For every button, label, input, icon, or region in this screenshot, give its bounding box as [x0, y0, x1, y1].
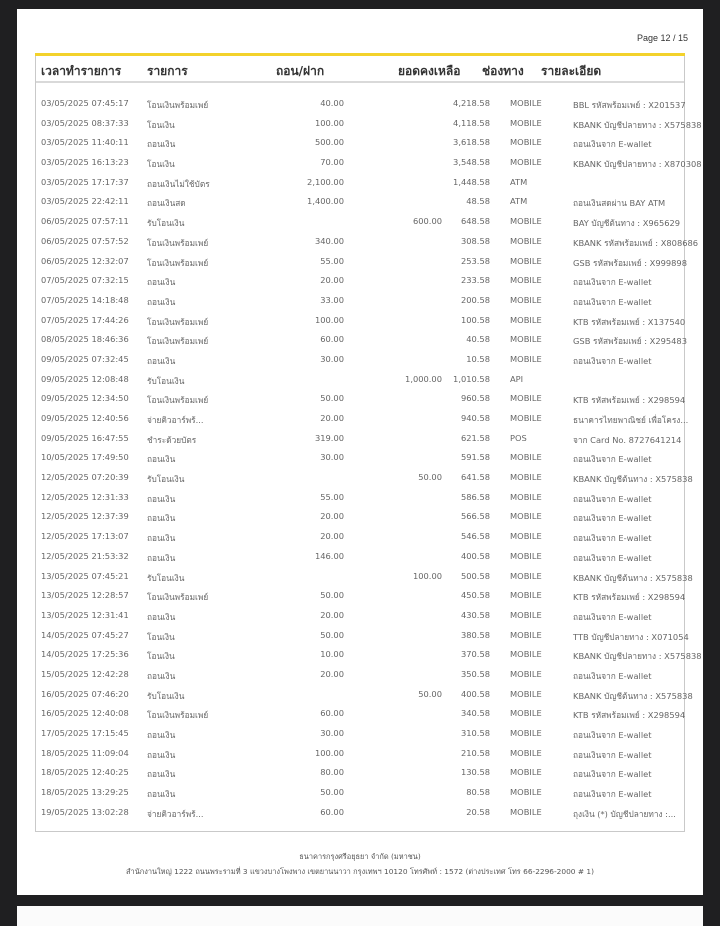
- cell-detail: ถอนเงินจาก E-wallet: [573, 493, 652, 504]
- table-row: [36, 349, 684, 369]
- cell-item: รับโอนเงิน: [147, 474, 185, 485]
- cell-time: 13/05/2025 07:45:21: [41, 570, 129, 581]
- table-row: [36, 605, 684, 625]
- cell-balance: 80.58: [466, 787, 490, 798]
- cell-time: 10/05/2025 17:49:50: [41, 452, 129, 463]
- cell-withdraw: 30.00: [320, 452, 344, 463]
- cell-item: ชำระด้วยบัตร: [147, 434, 197, 445]
- cell-item: ถอนเงินสด: [147, 198, 186, 209]
- cell-item: ถอนเงิน: [147, 670, 176, 681]
- cell-channel: ATM: [510, 176, 528, 187]
- cell-detail: TTB บัญชีปลายทาง : X071054: [573, 631, 689, 642]
- cell-balance: 641.58: [460, 472, 490, 483]
- cell-withdraw: 1,400.00: [307, 196, 344, 207]
- table-row: [36, 290, 684, 310]
- table-row: [36, 428, 684, 448]
- cell-channel: MOBILE: [510, 413, 542, 423]
- cell-withdraw: 50.00: [320, 590, 344, 601]
- cell-time: 06/05/2025 07:57:11: [41, 216, 129, 227]
- header-withdraw-deposit: ถอน/ฝาก: [276, 64, 325, 78]
- cell-balance: 400.58: [460, 550, 490, 561]
- table-row: [36, 743, 684, 763]
- cell-channel: MOBILE: [510, 472, 542, 483]
- cell-balance: 566.58: [460, 511, 490, 522]
- cell-time: 15/05/2025 12:42:28: [41, 668, 129, 679]
- cell-withdraw: 319.00: [314, 432, 344, 443]
- table-row: [36, 723, 684, 743]
- cell-time: 18/05/2025 13:29:25: [41, 787, 129, 798]
- cell-detail: KBANK บัญชีปลายทาง : X870308: [573, 159, 702, 170]
- table-row: [36, 467, 693, 487]
- header-time: เวลาทำรายการ: [41, 64, 122, 78]
- table-row: [36, 762, 684, 782]
- cell-withdraw: 60.00: [320, 334, 344, 345]
- cell-detail: ถอนเงินสดผ่าน BAY ATM: [573, 198, 666, 209]
- cell-balance: 960.58: [460, 393, 490, 404]
- cell-time: 09/05/2025 12:40:56: [41, 413, 129, 423]
- cell-time: 16/05/2025 07:46:20: [41, 688, 129, 699]
- cell-balance: 3,548.58: [453, 157, 490, 168]
- table-body: [36, 93, 702, 821]
- cell-channel: MOBILE: [510, 806, 542, 817]
- cell-withdraw: 500.00: [314, 137, 344, 148]
- cell-withdraw: 20.00: [320, 413, 344, 423]
- table-row: [36, 526, 684, 546]
- cell-item: ถอนเงิน: [147, 493, 176, 504]
- cell-item: ถอนเงิน: [147, 355, 176, 366]
- cell-balance: 648.58: [460, 216, 490, 227]
- cell-channel: MOBILE: [510, 117, 542, 128]
- cell-withdraw: 2,100.00: [307, 176, 344, 187]
- cell-balance: 400.58: [460, 688, 490, 699]
- cell-detail: KTB รหัสพร้อมเพย์ : X137540: [573, 316, 686, 327]
- header-balance: ยอดคงเหลือ: [398, 64, 461, 78]
- cell-item: โอนเงินพร้อมเพย์: [147, 710, 209, 721]
- cell-item: ถอนเงิน: [147, 277, 176, 288]
- table-row: [36, 506, 684, 526]
- cell-time: 06/05/2025 07:57:52: [41, 235, 129, 246]
- table-row: [36, 310, 684, 330]
- cell-time: 03/05/2025 16:13:23: [41, 157, 129, 168]
- cell-deposit: 50.00: [418, 472, 442, 483]
- table-row: [36, 644, 702, 664]
- cell-withdraw: 70.00: [320, 157, 344, 168]
- cell-item: ถอนเงิน: [147, 139, 176, 150]
- footer: [17, 849, 703, 879]
- cell-channel: MOBILE: [510, 452, 542, 463]
- cell-channel: MOBILE: [510, 728, 542, 738]
- table-row: [36, 251, 687, 271]
- cell-channel: MOBILE: [510, 98, 542, 108]
- table-row: [36, 132, 684, 152]
- cell-item: รับโอนเงิน: [147, 572, 185, 583]
- bank-address: สำนักงานใหญ่ 1222 ถนนพระรามที่ 3 แขวงบางโพงพาง เขตยานนาวา กรุงเทพฯ 10120 โทรศัพท์ : 1572 (ต่างประเทศ โทร 66-2296-2000 # 1): [126, 867, 594, 876]
- cell-balance: 940.58: [460, 413, 490, 423]
- cell-time: 08/05/2025 18:46:36: [41, 334, 129, 345]
- cell-detail: KBANK บัญชีต้นทาง : X575838: [573, 690, 693, 701]
- cell-withdraw: 20.00: [320, 531, 344, 542]
- cell-item: โอนเงินพร้อมเพย์: [147, 237, 209, 248]
- cell-balance: 1,448.58: [453, 176, 490, 187]
- cell-channel: MOBILE: [510, 550, 542, 561]
- cell-time: 03/05/2025 11:40:11: [41, 137, 129, 148]
- bank-name: ธนาคารกรุงศรีอยุธยา จำกัด (มหาชน): [299, 852, 421, 861]
- cell-withdraw: 55.00: [320, 491, 344, 502]
- cell-withdraw: 30.00: [320, 353, 344, 364]
- cell-channel: MOBILE: [510, 570, 542, 581]
- cell-detail: KBANK รหัสพร้อมเพย์ : X808686: [573, 237, 699, 248]
- cell-time: 07/05/2025 07:32:15: [41, 275, 129, 286]
- cell-item: รับโอนเงิน: [147, 690, 185, 701]
- header-channel: ช่องทาง: [482, 64, 524, 78]
- cell-balance: 380.58: [460, 629, 490, 640]
- cell-time: 09/05/2025 07:32:45: [41, 353, 129, 364]
- table-row: [36, 369, 684, 389]
- cell-withdraw: 20.00: [320, 609, 344, 620]
- cell-time: 07/05/2025 14:18:48: [41, 294, 129, 305]
- cell-time: 13/05/2025 12:31:41: [41, 609, 129, 620]
- table-row: [36, 447, 684, 467]
- cell-balance: 48.58: [466, 196, 490, 207]
- cell-channel: MOBILE: [510, 747, 542, 758]
- cell-withdraw: 50.00: [320, 787, 344, 798]
- cell-detail: BBL รหัสพร้อมเพย์ : X201537: [573, 100, 686, 110]
- cell-balance: 500.58: [460, 570, 490, 581]
- cell-time: 09/05/2025 12:08:48: [41, 373, 129, 384]
- cell-time: 14/05/2025 17:25:36: [41, 649, 129, 660]
- cell-channel: MOBILE: [510, 255, 542, 266]
- cell-balance: 310.58: [460, 728, 490, 738]
- table-row: [36, 231, 699, 251]
- cell-channel: MOBILE: [510, 157, 542, 168]
- cell-time: 09/05/2025 12:34:50: [41, 393, 129, 404]
- table-row: [36, 487, 684, 507]
- cell-deposit: 1,000.00: [405, 373, 442, 384]
- cell-detail: ถอนเงินจาก E-wallet: [573, 769, 652, 780]
- cell-item: รับโอนเงิน: [147, 218, 185, 229]
- cell-detail: KTB รหัสพร้อมเพย์ : X298594: [573, 395, 686, 406]
- cell-balance: 430.58: [460, 609, 490, 620]
- cell-item: โอนเงินพร้อมเพย์: [147, 395, 209, 406]
- cell-channel: ATM: [510, 196, 528, 207]
- cell-balance: 350.58: [460, 668, 490, 679]
- cell-item: ถอนเงิน: [147, 454, 176, 465]
- cell-balance: 4,218.58: [453, 98, 490, 108]
- cell-channel: MOBILE: [510, 767, 542, 778]
- cell-detail: ถอนเงินจาก E-wallet: [573, 789, 652, 800]
- cell-item: โอนเงินพร้อมเพย์: [147, 592, 209, 603]
- table-row: [36, 408, 689, 428]
- cell-balance: 210.58: [460, 747, 490, 758]
- cell-time: 06/05/2025 12:32:07: [41, 255, 129, 266]
- cell-item: จ่ายคิวอาร์พร้...: [147, 415, 204, 425]
- cell-detail: BAY บัญชีต้นทาง : X965629: [573, 218, 681, 229]
- cell-item: ถอนเงิน: [147, 533, 176, 544]
- cell-withdraw: 10.00: [320, 649, 344, 660]
- cell-item: ถอนเงิน: [147, 749, 176, 760]
- cell-channel: MOBILE: [510, 629, 542, 640]
- cell-channel: MOBILE: [510, 314, 542, 325]
- cell-item: โอนเงินพร้อมเพย์: [147, 100, 209, 110]
- cell-deposit: 600.00: [412, 216, 442, 227]
- cell-balance: 546.58: [460, 531, 490, 542]
- cell-detail: ถุงเงิน (*) บัญชีปลายทาง :...: [573, 808, 676, 819]
- cell-detail: GSB รหัสพร้อมเพย์ : X295483: [573, 336, 687, 347]
- cell-detail: ถอนเงินจาก E-wallet: [573, 611, 652, 622]
- cell-item: โอนเงิน: [147, 119, 175, 130]
- cell-item: ถอนเงิน: [147, 296, 176, 307]
- cell-withdraw: 100.00: [314, 747, 344, 758]
- cell-withdraw: 55.00: [320, 255, 344, 266]
- table-header: [36, 56, 684, 83]
- cell-detail: จาก Card No. 8727641214: [573, 434, 682, 445]
- cell-item: โอนเงิน: [147, 631, 175, 642]
- cell-channel: MOBILE: [510, 688, 542, 699]
- cell-time: 18/05/2025 12:40:25: [41, 767, 129, 778]
- table-row: [36, 684, 693, 704]
- table-row: [36, 388, 684, 408]
- cell-item: โอนเงินพร้อมเพย์: [147, 336, 209, 347]
- cell-item: โอนเงินพร้อมเพย์: [147, 316, 209, 327]
- cell-withdraw: 50.00: [320, 629, 344, 640]
- cell-withdraw: 60.00: [320, 806, 344, 817]
- cell-channel: MOBILE: [510, 649, 542, 660]
- cell-withdraw: 20.00: [320, 275, 344, 286]
- cell-item: จ่ายคิวอาร์พร้...: [147, 808, 204, 819]
- cell-channel: MOBILE: [510, 531, 542, 542]
- cell-detail: ถอนเงินจาก E-wallet: [573, 749, 652, 760]
- cell-channel: MOBILE: [510, 491, 542, 502]
- cell-withdraw: 146.00: [314, 550, 344, 561]
- table-row: [36, 172, 684, 192]
- table-row: [36, 93, 684, 113]
- cell-balance: 450.58: [460, 590, 490, 601]
- table-row: [36, 585, 684, 605]
- cell-time: 12/05/2025 12:31:33: [41, 491, 129, 502]
- table-row: [36, 664, 684, 684]
- cell-channel: MOBILE: [510, 668, 542, 679]
- cell-detail: KBANK บัญชีปลายทาง : X575838: [573, 651, 702, 662]
- cell-time: 03/05/2025 08:37:33: [41, 117, 129, 128]
- cell-balance: 340.58: [460, 708, 490, 719]
- cell-balance: 253.58: [460, 255, 490, 266]
- cell-detail: ธนาคารไทยพาณิชย์ เพื่อโครง...: [573, 415, 689, 425]
- cell-balance: 586.58: [460, 491, 490, 502]
- cell-time: 12/05/2025 12:37:39: [41, 511, 129, 522]
- cell-time: 16/05/2025 12:40:08: [41, 708, 129, 719]
- cell-channel: MOBILE: [510, 334, 542, 345]
- cell-detail: KBANK บัญชีต้นทาง : X575838: [573, 572, 693, 583]
- cell-withdraw: 60.00: [320, 708, 344, 719]
- table-row: [36, 802, 684, 822]
- cell-detail: KBANK บัญชีต้นทาง : X575838: [573, 474, 693, 485]
- cell-time: 07/05/2025 17:44:26: [41, 314, 129, 325]
- cell-time: 12/05/2025 07:20:39: [41, 472, 129, 483]
- cell-item: ถอนเงิน: [147, 769, 176, 780]
- cell-time: 03/05/2025 07:45:17: [41, 98, 129, 108]
- table-row: [36, 191, 684, 211]
- table-row: [36, 211, 684, 231]
- cell-withdraw: 100.00: [314, 117, 344, 128]
- cell-time: 03/05/2025 22:42:11: [41, 196, 129, 207]
- cell-withdraw: 100.00: [314, 314, 344, 325]
- cell-channel: MOBILE: [510, 294, 542, 305]
- cell-item: ถอนเงิน: [147, 552, 176, 563]
- cell-withdraw: 30.00: [320, 728, 344, 738]
- cell-item: ถอนเงินไม่ใช้บัตร: [147, 178, 210, 189]
- cell-balance: 10.58: [466, 353, 490, 364]
- cell-channel: MOBILE: [510, 393, 542, 404]
- cell-item: โอนเงิน: [147, 651, 175, 662]
- cell-channel: MOBILE: [510, 275, 542, 286]
- cell-withdraw: 20.00: [320, 668, 344, 679]
- cell-balance: 233.58: [460, 275, 490, 286]
- table-row: [36, 270, 684, 290]
- cell-balance: 3,618.58: [453, 137, 490, 148]
- statement-page: [17, 9, 703, 895]
- cell-channel: MOBILE: [510, 787, 542, 798]
- cell-detail: ถอนเงินจาก E-wallet: [573, 513, 652, 524]
- cell-detail: KBANK บัญชีปลายทาง : X575838: [573, 119, 702, 130]
- next-page-edge: [17, 906, 703, 926]
- cell-balance: 40.58: [466, 334, 490, 345]
- cell-item: ถอนเงิน: [147, 611, 176, 622]
- cell-balance: 591.58: [460, 452, 490, 463]
- cell-time: 14/05/2025 07:45:27: [41, 629, 129, 640]
- cell-detail: ถอนเงินจาก E-wallet: [573, 355, 652, 366]
- cell-deposit: 100.00: [412, 570, 442, 581]
- cell-channel: POS: [510, 432, 527, 443]
- cell-channel: MOBILE: [510, 708, 542, 719]
- table-row: [36, 329, 687, 349]
- cell-balance: 100.58: [460, 314, 490, 325]
- cell-balance: 370.58: [460, 649, 490, 660]
- cell-channel: MOBILE: [510, 609, 542, 620]
- cell-item: รับโอนเงิน: [147, 375, 185, 386]
- cell-detail: ถอนเงินจาก E-wallet: [573, 277, 652, 288]
- cell-item: ถอนเงิน: [147, 789, 176, 800]
- table-row: [36, 782, 684, 802]
- cell-withdraw: 20.00: [320, 511, 344, 522]
- table-row: [36, 113, 702, 133]
- cell-detail: ถอนเงินจาก E-wallet: [573, 552, 652, 563]
- table-row: [36, 625, 689, 645]
- header-item: รายการ: [147, 64, 188, 78]
- cell-channel: MOBILE: [510, 353, 542, 364]
- cell-detail: ถอนเงินจาก E-wallet: [573, 533, 652, 544]
- cell-channel: API: [510, 373, 524, 384]
- table-row: [36, 566, 693, 586]
- cell-withdraw: 33.00: [320, 294, 344, 305]
- table-row: [36, 703, 684, 723]
- transactions-table: [35, 53, 702, 832]
- cell-channel: MOBILE: [510, 137, 542, 148]
- cell-detail: GSB รหัสพร้อมเพย์ : X999898: [573, 257, 687, 268]
- cell-balance: 1,010.58: [453, 373, 490, 384]
- cell-detail: ถอนเงินจาก E-wallet: [573, 730, 652, 740]
- cell-time: 19/05/2025 13:02:28: [41, 806, 129, 817]
- cell-withdraw: 50.00: [320, 393, 344, 404]
- cell-item: ถอนเงิน: [147, 513, 176, 524]
- cell-detail: ถอนเงินจาก E-wallet: [573, 139, 652, 150]
- cell-item: ถอนเงิน: [147, 730, 176, 740]
- cell-balance: 200.58: [460, 294, 490, 305]
- cell-time: 03/05/2025 17:17:37: [41, 176, 129, 187]
- cell-time: 13/05/2025 12:28:57: [41, 590, 129, 601]
- cell-balance: 20.58: [466, 806, 490, 817]
- cell-channel: MOBILE: [510, 235, 542, 246]
- cell-item: โอนเงินพร้อมเพย์: [147, 257, 209, 268]
- cell-withdraw: 40.00: [320, 98, 344, 108]
- cell-time: 18/05/2025 11:09:04: [41, 747, 129, 758]
- cell-detail: ถอนเงินจาก E-wallet: [573, 454, 652, 465]
- cell-channel: MOBILE: [510, 216, 542, 227]
- cell-detail: ถอนเงินจาก E-wallet: [573, 296, 652, 307]
- cell-detail: KTB รหัสพร้อมเพย์ : X298594: [573, 710, 686, 721]
- cell-time: 09/05/2025 16:47:55: [41, 432, 129, 443]
- cell-detail: KTB รหัสพร้อมเพย์ : X298594: [573, 592, 686, 603]
- cell-time: 17/05/2025 17:15:45: [41, 728, 129, 738]
- table-row: [36, 152, 702, 172]
- header-detail: รายละเอียด: [541, 64, 602, 78]
- cell-channel: MOBILE: [510, 511, 542, 522]
- cell-withdraw: 340.00: [314, 235, 344, 246]
- cell-balance: 621.58: [460, 432, 490, 443]
- cell-deposit: 50.00: [418, 688, 442, 699]
- cell-channel: MOBILE: [510, 590, 542, 601]
- cell-balance: 308.58: [460, 235, 490, 246]
- cell-balance: 130.58: [460, 767, 490, 778]
- cell-detail: ถอนเงินจาก E-wallet: [573, 670, 652, 681]
- table-row: [36, 546, 684, 566]
- cell-withdraw: 80.00: [320, 767, 344, 778]
- cell-item: โอนเงิน: [147, 159, 175, 170]
- cell-time: 12/05/2025 21:53:32: [41, 550, 129, 561]
- page-number: Page 12 / 15: [636, 33, 688, 43]
- cell-time: 12/05/2025 17:13:07: [41, 531, 129, 542]
- cell-balance: 4,118.58: [453, 117, 490, 128]
